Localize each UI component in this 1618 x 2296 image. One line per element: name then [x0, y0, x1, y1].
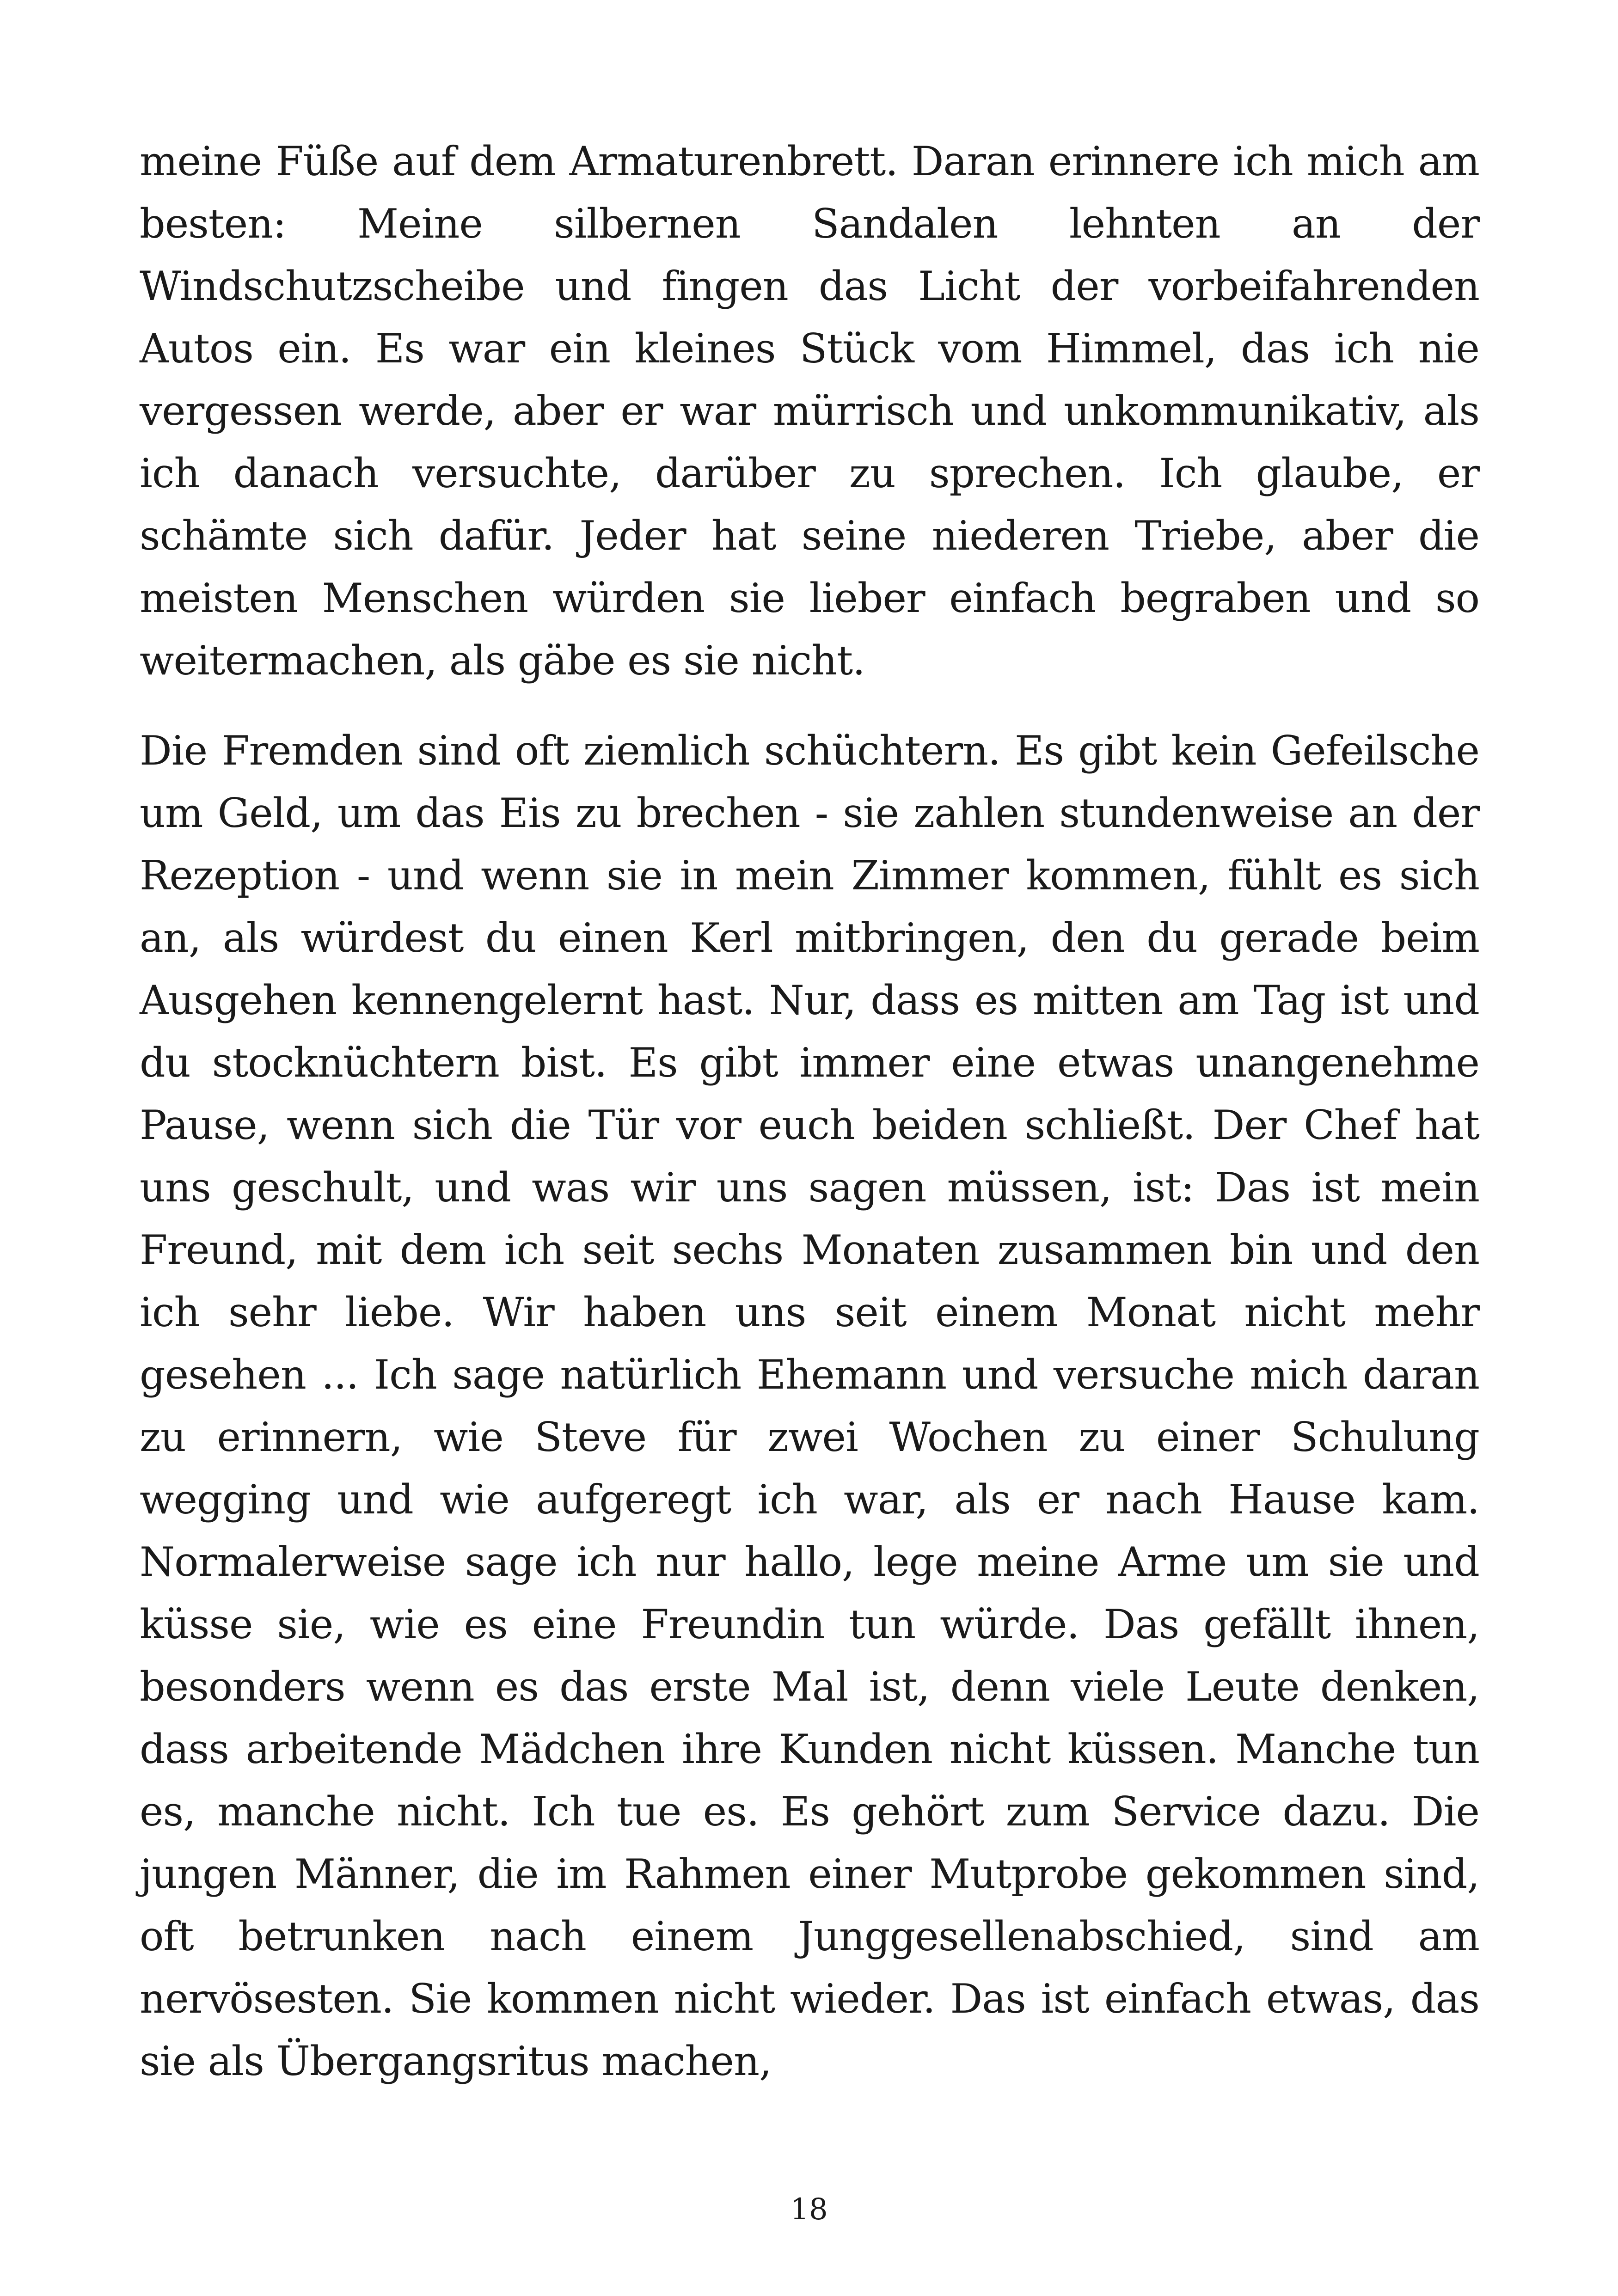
paragraph: Die Fremden sind oft ziemlich schüchtern. Es gibt kein Gefeilsche um Geld, um das Eis zu brechen - sie zahlen stundenweise an der Rezeption - und wenn sie in mein Zimmer kommen, fühlt es sich an, als würdest du einen Kerl mitbringen, den du gerade beim Ausgehen kennengelernt hast. Nur, dass es mitten am Tag ist und du stocknüchtern bist. Es gibt immer eine etwas unangenehme Pause, wenn sich die Tür vor euch beiden schließt. Der Chef hat uns geschult, und was wir uns sagen müssen, ist: Das ist mein Freund, mit dem ich seit sechs Monaten zusammen bin und den ich sehr liebe. Wir haben uns seit einem Monat nicht mehr gesehen ... Ich sage natürlich Ehemann und versuche mich daran zu erinnern, wie Steve für zwei Wochen zu einer Schulung wegging und wie aufgeregt ich war, als er nach Hause kam. Normalerweise sage ich nur hallo, lege meine Arme um sie und küsse sie, wie es eine Freundin tun würde. Das gefällt ihnen, besonders wenn es das erste Mal ist, denn viele Leute denken, dass arbeitende Mädchen ihre Kunden nicht küssen. Manche tun es, manche nicht. Ich tue es. Es gehört zum Service dazu. Die jungen Männer, die im Rahmen einer Mutprobe gekommen sind, oft betrunken nach einem Junggesellenabschied, sind am nervösesten. Sie kommen nicht wieder. Das ist einfach etwas, das sie als Übergangsritus machen, — [140, 727, 1479, 2085]
body-text — [140, 130, 1479, 2093]
paragraph: meine Füße auf dem Armaturenbrett. Daran erinnere ich mich am besten: Meine silbernen Sandalen lehnten an der Windschutzscheibe und fingen das Licht der vorbeifahrenden Autos ein. Es war ein kleines Stück vom Himmel, das ich nie vergessen werde, aber er war mürrisch und unkommunikativ, als ich danach versuchte, darüber zu sprechen. Ich glaube, er schämte sich dafür. Jeder hat seine niederen Triebe, aber die meisten Menschen würden sie lieber einfach begraben und so weitermachen, als gäbe es sie nicht. — [140, 138, 1479, 684]
page-number: 18 — [790, 2192, 828, 2227]
